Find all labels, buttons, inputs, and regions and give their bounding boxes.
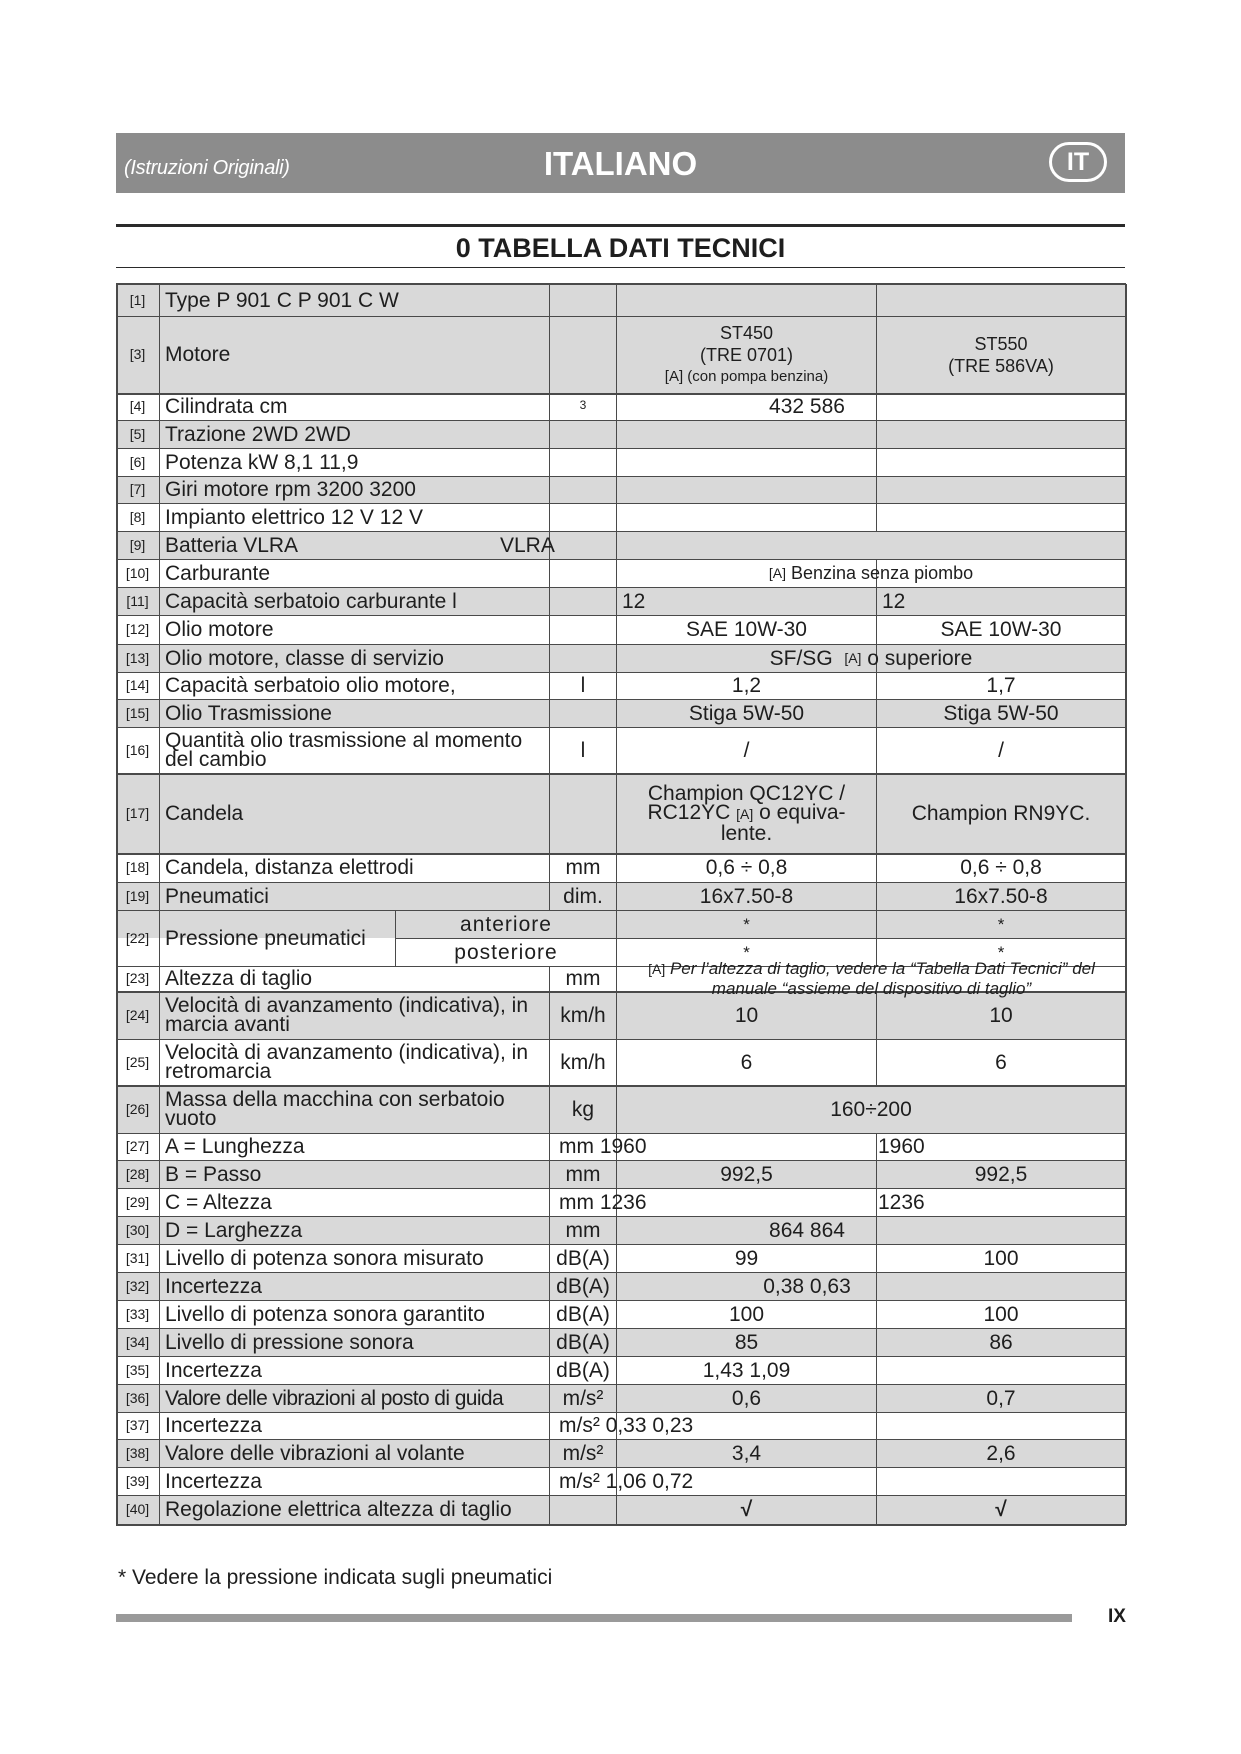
value-cell: 160÷200: [830, 1097, 912, 1121]
value-line: o equiva-: [759, 800, 846, 824]
value-cell: 2,6: [986, 1441, 1016, 1465]
unit-cell: dB(A): [556, 1302, 610, 1326]
row-label: Livello di potenza sonora misurato: [165, 1246, 484, 1270]
row-label: Incertezza: [165, 1274, 262, 1298]
value-cell: 86: [989, 1330, 1013, 1354]
row-number: [9]: [129, 536, 146, 553]
value-cell: 85: [734, 1330, 759, 1354]
label-line: Velocità di avanzamento (indicativa), in: [165, 1041, 529, 1064]
row-number: [32]: [125, 1277, 150, 1294]
row-number: [24]: [125, 1006, 150, 1023]
page-number: IX: [1108, 1606, 1126, 1627]
row-label: Livello di potenza sonora garantito: [165, 1302, 485, 1326]
row-label: Olio motore, classe di servizio: [165, 646, 444, 670]
row-number: [36]: [125, 1389, 150, 1406]
label-line: retromarcia: [165, 1060, 272, 1083]
row-label: Candela, distanza elettrodi: [165, 856, 414, 879]
model-a-header: [617, 316, 876, 393]
value-cell: 12: [622, 589, 646, 613]
header-subtitle: (Istruzioni Originali): [124, 157, 290, 179]
model-a-note: [A] (con pompa benzina): [664, 367, 829, 385]
unit-cell: mm: [565, 1162, 601, 1186]
value-text: Benzina senza piombo: [791, 562, 974, 583]
row-label: [160, 727, 549, 773]
value-cell: 10: [734, 1003, 759, 1027]
row-label: Capacità serbatoio olio motore,: [165, 674, 456, 697]
row-number: [15]: [125, 704, 150, 721]
row-label: Valore delle vibrazioni al volante: [165, 1441, 465, 1465]
row-number: [35]: [125, 1361, 150, 1378]
value-cell: 1,43 1,09: [702, 1358, 791, 1382]
value-text: SF/SG: [769, 646, 833, 670]
value-cell: 16x7.50-8: [954, 884, 1048, 908]
row-label: Valore delle vibrazioni al posto di guida: [165, 1386, 504, 1410]
note-tag: [A]: [648, 960, 666, 977]
value-line: RC12YC: [647, 800, 731, 824]
row-label: Potenza kW 8,1 11,9: [165, 450, 359, 474]
unit-cell: dim.: [563, 884, 603, 908]
row-label: [160, 1039, 549, 1085]
value-cell: 100: [983, 1302, 1019, 1326]
title-rule-bottom: [116, 267, 1125, 268]
row-number: [29]: [125, 1193, 150, 1210]
row-label: Altezza di taglio: [165, 967, 313, 990]
row-number: [13]: [125, 649, 150, 666]
row-label: D = Larghezza: [165, 1218, 303, 1242]
unit-cell: km/h: [560, 1050, 606, 1074]
note-tag: [A]: [736, 805, 754, 822]
note-line: Per l’altezza di taglio, vedere la “Tabella Dati Tecnici” del: [669, 958, 1095, 978]
unit-cell: dB(A): [556, 1274, 610, 1298]
row-label: Giri motore rpm 3200 3200: [165, 478, 416, 501]
row-label: Incertezza: [165, 1469, 262, 1493]
battery-type-extra: VLRA: [500, 533, 555, 557]
label-line: vuoto: [165, 1107, 217, 1130]
row-number: [37]: [125, 1417, 150, 1433]
header-bar: [116, 133, 1125, 193]
value-cell: 6: [740, 1050, 753, 1074]
row-label: Pneumatici: [165, 884, 269, 908]
row-number: [6]: [129, 453, 146, 470]
footnote: * Vedere la pressione indicata sugli pneumatici: [118, 1566, 553, 1589]
value-cell: 1960: [878, 1135, 925, 1158]
row-number: [1]: [129, 291, 146, 308]
note-tag: [A]: [844, 649, 862, 666]
spec-table: [116, 284, 1126, 1540]
unit-cell: m/s² 0,33 0,23: [559, 1414, 694, 1437]
label-line: del cambio: [165, 748, 267, 771]
footer-bar: [116, 1614, 1072, 1622]
row-number: [30]: [125, 1221, 150, 1238]
value-line: lente.: [720, 821, 773, 845]
row-label: C = Altezza: [165, 1190, 272, 1214]
row-number: [31]: [125, 1249, 150, 1266]
row-number: [40]: [125, 1501, 150, 1517]
unit-cell: mm: [565, 1218, 601, 1242]
value-cell: 12: [882, 589, 906, 613]
row-number: [28]: [125, 1165, 150, 1182]
value-cell: 0,7: [986, 1386, 1016, 1410]
value-cell: /: [743, 738, 750, 762]
label-line: Massa della macchina con serbatoio: [165, 1088, 505, 1111]
check-icon: √: [995, 1498, 1007, 1521]
row-number: [19]: [125, 887, 150, 904]
value-cell: 10: [989, 1003, 1013, 1027]
title-rule-top: [116, 224, 1125, 227]
row-number: [3]: [129, 346, 146, 362]
row-label: Olio Trasmissione: [165, 701, 332, 725]
row-number: [11]: [126, 592, 149, 609]
model-a-name: ST450: [719, 322, 774, 343]
value-cell: 432 586: [769, 395, 845, 418]
tyre-rear-label: posteriore: [454, 940, 558, 964]
model-b-header: [877, 316, 1125, 393]
row-number: [17]: [125, 804, 150, 821]
value-cell: Champion RN9YC.: [911, 801, 1091, 825]
unit-cell: dB(A): [556, 1246, 610, 1270]
label-line: Quantità olio trasmissione al momento: [165, 729, 523, 752]
value-cell: Stiga 5W-50: [943, 701, 1059, 725]
col-rule: [1125, 284, 1127, 1525]
unit-cell: m/s²: [562, 1386, 604, 1410]
value-cell: *: [997, 914, 1005, 934]
row-number: [26]: [125, 1100, 150, 1117]
unit-cell: dB(A): [556, 1330, 610, 1354]
row-number: [14]: [125, 677, 150, 693]
row-number: [23]: [125, 970, 150, 986]
spark-plug-a: [617, 773, 876, 853]
value-cell: 1236: [878, 1190, 925, 1214]
unit-cell: m/s²: [562, 1441, 604, 1465]
row-rule: [116, 1524, 1126, 1526]
row-label: Incertezza: [165, 1414, 262, 1437]
value-line: Champion QC12YC /: [647, 781, 846, 805]
value-cell: *: [743, 942, 750, 962]
row-number: [7]: [129, 481, 146, 497]
note-line: manuale “assieme del dispositivo di taglio”: [711, 978, 1032, 998]
row-label: Impianto elettrico 12 V 12 V: [165, 505, 423, 529]
value-cell: 100: [983, 1246, 1019, 1270]
unit-cell: dB(A): [556, 1358, 610, 1382]
row-label: Capacità serbatoio carburante l: [165, 589, 457, 613]
unit-cell: l: [580, 738, 586, 762]
unit-cell: 3: [579, 398, 587, 412]
value-cell: 16x7.50-8: [699, 884, 794, 908]
unit-cell: mm 1236: [559, 1190, 647, 1214]
value-cell: 864 864: [769, 1218, 845, 1242]
model-b-name: ST550: [974, 333, 1028, 354]
unit-cell: l: [580, 674, 586, 697]
row-number: [34]: [125, 1333, 150, 1350]
label-line: Velocità di avanzamento (indicativa), in: [165, 994, 529, 1017]
unit-cell: mm 1960: [559, 1135, 647, 1158]
row-number: [22]: [125, 929, 150, 946]
value-text: o superiore: [867, 646, 973, 670]
row-label: Trazione 2WD 2WD: [165, 422, 351, 446]
tyre-front-label: anteriore: [460, 912, 552, 936]
oil-class-value: [617, 644, 1125, 672]
row-label: Olio motore: [165, 618, 274, 641]
row-label: Livello di pressione sonora: [165, 1330, 414, 1354]
value-cell: 1,2: [731, 674, 762, 697]
value-cell: 0,6 ÷ 0,8: [705, 856, 788, 879]
value-cell: 6: [995, 1050, 1007, 1074]
row-label: Candela: [165, 801, 244, 825]
check-icon: √: [740, 1498, 753, 1521]
model-a-engine: (TRE 0701): [699, 344, 794, 365]
value-cell: 3,4: [731, 1441, 762, 1465]
row-label: Batteria VLRA: [165, 533, 299, 557]
page-title: 0 TABELLA DATI TECNICI: [455, 233, 786, 263]
row-label: [160, 991, 549, 1039]
row-number: [16]: [125, 741, 150, 758]
value-cell: SAE 10W-30: [940, 618, 1062, 641]
row-number: [4]: [129, 398, 146, 414]
row-label: A = Lunghezza: [165, 1135, 305, 1158]
row-number: [18]: [125, 859, 150, 875]
label-line: marcia avanti: [165, 1013, 290, 1036]
row-label: Cilindrata cm: [165, 395, 288, 418]
value-cell: 0,6: [731, 1386, 762, 1410]
value-cell: SAE 10W-30: [685, 618, 807, 641]
row-number: [5]: [129, 425, 146, 442]
row-number: [12]: [125, 621, 150, 637]
value-cell: /: [998, 738, 1004, 762]
value-cell: 992,5: [974, 1162, 1028, 1186]
value-cell: 1,7: [986, 674, 1016, 697]
unit-cell: km/h: [560, 1003, 606, 1027]
row-label: Type P 901 C P 901 C W: [165, 288, 399, 312]
value-cell: *: [997, 942, 1005, 962]
col-rule: [549, 284, 550, 910]
unit-cell: m/s² 1,06 0,72: [559, 1469, 694, 1493]
value-cell: *: [743, 914, 750, 934]
row-label: Incertezza: [165, 1358, 262, 1382]
cutting-height-note: [617, 958, 1126, 998]
row-number: [38]: [125, 1444, 150, 1461]
fuel-value: [617, 559, 1125, 587]
row-label: Carburante: [165, 561, 271, 585]
unit-cell: mm: [565, 856, 601, 879]
value-cell: 99: [734, 1246, 759, 1270]
value-cell: 0,6 ÷ 0,8: [960, 856, 1042, 879]
model-b-engine: (TRE 586VA): [948, 355, 1054, 376]
row-label: [160, 1085, 549, 1133]
row-label: B = Passo: [165, 1162, 262, 1186]
unit-cell: kg: [571, 1097, 595, 1121]
language-badge: IT: [1049, 142, 1107, 182]
unit-cell: mm: [565, 967, 601, 990]
row-label: Motore: [165, 343, 231, 366]
row-label: Pressione pneumatici: [165, 926, 366, 950]
row-label: Regolazione elettrica altezza di taglio: [165, 1498, 512, 1521]
row-number: [25]: [125, 1053, 150, 1070]
value-cell: Stiga 5W-50: [688, 701, 805, 725]
value-cell: 992,5: [720, 1162, 773, 1186]
row-number: [33]: [125, 1305, 150, 1322]
row-number: [27]: [125, 1138, 150, 1154]
value-cell: 100: [728, 1302, 765, 1326]
header-title: ITALIANO: [543, 145, 698, 182]
note-tag: [A]: [768, 564, 786, 581]
row-number: [39]: [125, 1472, 150, 1489]
row-number: [10]: [125, 564, 150, 581]
value-cell: 0,38 0,63: [763, 1274, 851, 1298]
row-number: [8]: [129, 508, 146, 525]
